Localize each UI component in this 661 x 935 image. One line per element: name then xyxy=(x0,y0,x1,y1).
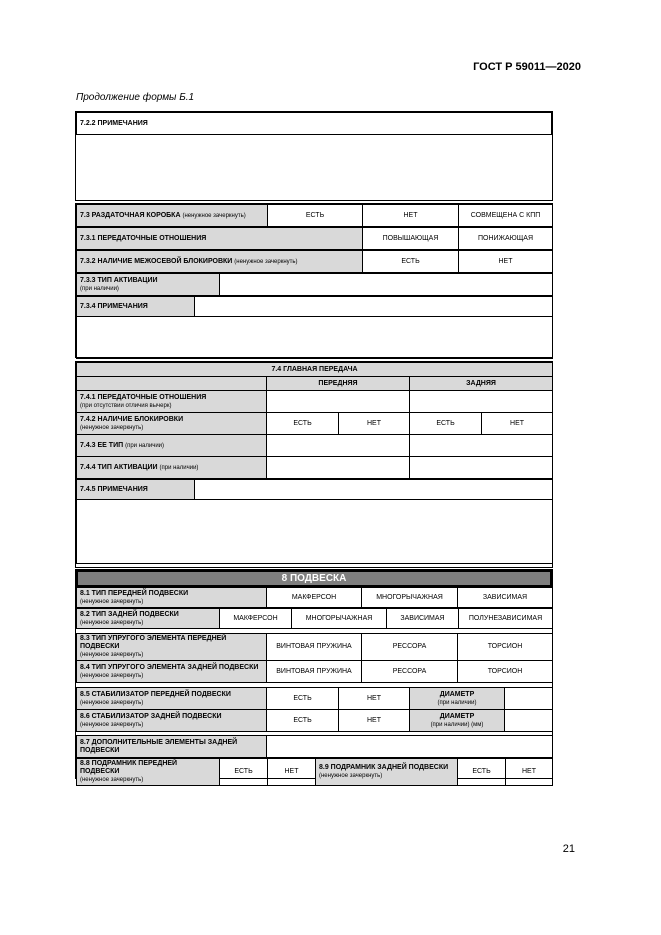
option-8-2-multilink[interactable]: МНОГОРЫЧАЖНАЯ xyxy=(292,609,387,629)
option-7-4-2-rear-yes[interactable]: ЕСТЬ xyxy=(410,413,482,435)
form-subtitle: Продолжение формы Б.1 xyxy=(76,92,195,103)
label-8-4: 8.4 ТИП УПРУГОГО ЭЛЕМЕНТА ЗАДНЕЙ ПОДВЕСКИ (ненужное зачеркнуть) xyxy=(77,661,267,683)
field-7-4-3-rear[interactable] xyxy=(410,435,553,457)
page-number: 21 xyxy=(562,843,575,855)
option-7-3-1-down[interactable]: ПОНИЖАЮЩАЯ xyxy=(459,228,553,250)
field-7-4-5[interactable] xyxy=(195,480,553,500)
label-7-2-2: 7.2.2 ПРИМЕЧАНИЯ xyxy=(77,113,552,135)
notes-field-7-4-5[interactable] xyxy=(77,500,553,564)
field-8-5-diameter[interactable] xyxy=(505,688,553,710)
label-7-4-1: 7.4.1 ПЕРЕДАТОЧНЫЕ ОТНОШЕНИЯ (при отсутствии отличия вычерк) xyxy=(77,391,267,413)
label-8-1: 8.1 ТИП ПЕРЕДНЕЙ ПОДВЕСКИ (ненужное зачеркнуть) xyxy=(77,588,267,608)
option-8-4-torsion[interactable]: ТОРСИОН xyxy=(458,661,553,683)
option-8-1-dependent[interactable]: ЗАВИСИМАЯ xyxy=(458,588,553,608)
title-8: 8 ПОДВЕСКА xyxy=(77,571,551,586)
option-8-8-no[interactable]: НЕТ xyxy=(268,759,316,786)
header-rear: ЗАДНЯЯ xyxy=(410,377,553,391)
label-7-4-5: 7.4.5 ПРИМЕЧАНИЯ xyxy=(77,480,195,500)
label-7-3-4: 7.3.4 ПРИМЕЧАНИЯ xyxy=(77,297,195,317)
notes-field-7-3-4[interactable] xyxy=(77,317,553,359)
option-7-3-yes[interactable]: ЕСТЬ xyxy=(268,205,363,227)
option-7-3-combined[interactable]: СОВМЕЩЕНА С КПП xyxy=(459,205,553,227)
field-8-7[interactable] xyxy=(267,736,553,758)
block-7-4 xyxy=(75,361,553,568)
option-8-2-macpherson[interactable]: МАКФЕРСОН xyxy=(220,609,292,629)
option-8-5-yes[interactable]: ЕСТЬ xyxy=(267,688,339,710)
field-7-4-1-rear[interactable] xyxy=(410,391,553,413)
option-8-1-multilink[interactable]: МНОГОРЫЧАЖНАЯ xyxy=(362,588,458,608)
notes-field-7-2-2[interactable] xyxy=(77,135,552,199)
label-8-7: 8.7 ДОПОЛНИТЕЛЬНЫЕ ЭЛЕМЕНТЫ ЗАДНЕЙ ПОДВЕСКИ xyxy=(77,736,267,758)
field-7-4-1-front[interactable] xyxy=(267,391,410,413)
label-7-3-2: 7.3.2 НАЛИЧИЕ МЕЖОСЕВОЙ БЛОКИРОВКИ (ненужное зачеркнуть) xyxy=(77,251,363,273)
field-8-6-diameter[interactable] xyxy=(505,710,553,732)
label-7-4-4: 7.4.4 ТИП АКТИВАЦИИ (при наличии) xyxy=(77,457,267,479)
field-7-4-3-front[interactable] xyxy=(267,435,410,457)
option-8-3-spring[interactable]: ВИНТОВАЯ ПРУЖИНА xyxy=(267,634,362,661)
block-7-2-2 xyxy=(75,111,553,201)
label-7-4-2: 7.4.2 НАЛИЧИЕ БЛОКИРОВКИ (ненужное зачеркнуть) xyxy=(77,413,267,435)
label-7-4-3: 7.4.3 ЕЕ ТИП (при наличии) xyxy=(77,435,267,457)
field-7-4-4-front[interactable] xyxy=(267,457,410,479)
label-7-3-3: 7.3.3 ТИП АКТИВАЦИИ (при наличии) xyxy=(77,274,220,296)
label-8-5-diameter: ДИАМЕТР (при наличии) xyxy=(410,688,505,710)
field-7-4-4-rear[interactable] xyxy=(410,457,553,479)
block-7-3 xyxy=(75,203,553,358)
document-header: ГОСТ Р 59011—2020 xyxy=(473,61,581,73)
option-8-4-spring[interactable]: ВИНТОВАЯ ПРУЖИНА xyxy=(267,661,362,683)
option-8-4-leaf[interactable]: РЕССОРА xyxy=(362,661,458,683)
option-8-9-yes[interactable]: ЕСТЬ xyxy=(458,759,506,786)
option-7-4-2-front-yes[interactable]: ЕСТЬ xyxy=(267,413,339,435)
option-8-5-no[interactable]: НЕТ xyxy=(339,688,410,710)
option-7-3-2-no[interactable]: НЕТ xyxy=(459,251,553,273)
label-8-6: 8.6 СТАБИЛИЗАТОР ЗАДНЕЙ ПОДВЕСКИ (ненужное зачеркнуть) xyxy=(77,710,267,732)
label-8-8: 8.8 ПОДРАМНИК ПЕРЕДНЕЙ ПОДВЕСКИ (ненужное зачеркнуть) xyxy=(77,759,220,786)
label-8-9: 8.9 ПОДРАМНИК ЗАДНЕЙ ПОДВЕСКИ (ненужное зачеркнуть) xyxy=(316,759,458,786)
block-8 xyxy=(75,569,553,783)
option-8-1-macpherson[interactable]: МАКФЕРСОН xyxy=(267,588,362,608)
option-8-3-leaf[interactable]: РЕССОРА xyxy=(362,634,458,661)
label-8-6-diameter: ДИАМЕТР (при наличии) (мм) xyxy=(410,710,505,732)
option-8-3-torsion[interactable]: ТОРСИОН xyxy=(458,634,553,661)
label-8-3: 8.3 ТИП УПРУГОГО ЭЛЕМЕНТА ПЕРЕДНЕЙ ПОДВЕСКИ (ненужное зачеркнуть) xyxy=(77,634,267,661)
label-7-3: 7.3 РАЗДАТОЧНАЯ КОРОБКА (ненужное зачеркнуть) xyxy=(77,205,268,227)
title-7-4: 7.4 ГЛАВНАЯ ПЕРЕДАЧА xyxy=(77,363,553,377)
option-7-3-2-yes[interactable]: ЕСТЬ xyxy=(363,251,459,273)
option-8-8-yes[interactable]: ЕСТЬ xyxy=(220,759,268,786)
field-7-3-4[interactable] xyxy=(195,297,553,317)
option-8-6-no[interactable]: НЕТ xyxy=(339,710,410,732)
header-front: ПЕРЕДНЯЯ xyxy=(267,377,410,391)
label-7-3-1: 7.3.1 ПЕРЕДАТОЧНЫЕ ОТНОШЕНИЯ xyxy=(77,228,363,250)
option-7-3-1-up[interactable]: ПОВЫШАЮЩАЯ xyxy=(363,228,459,250)
option-7-4-2-rear-no[interactable]: НЕТ xyxy=(482,413,553,435)
option-7-4-2-front-no[interactable]: НЕТ xyxy=(339,413,410,435)
option-8-9-no[interactable]: НЕТ xyxy=(506,759,553,786)
option-8-6-yes[interactable]: ЕСТЬ xyxy=(267,710,339,732)
label-8-2: 8.2 ТИП ЗАДНЕЙ ПОДВЕСКИ (ненужное зачеркнуть) xyxy=(77,609,220,629)
blank-header-cell xyxy=(77,377,267,391)
option-8-2-dependent[interactable]: ЗАВИСИМАЯ xyxy=(387,609,459,629)
label-8-5: 8.5 СТАБИЛИЗАТОР ПЕРЕДНЕЙ ПОДВЕСКИ (ненужное зачеркнуть) xyxy=(77,688,267,710)
option-7-3-no[interactable]: НЕТ xyxy=(363,205,459,227)
option-8-2-semi[interactable]: ПОЛУНЕЗАВИСИМАЯ xyxy=(459,609,553,629)
field-7-3-3[interactable] xyxy=(220,274,553,296)
